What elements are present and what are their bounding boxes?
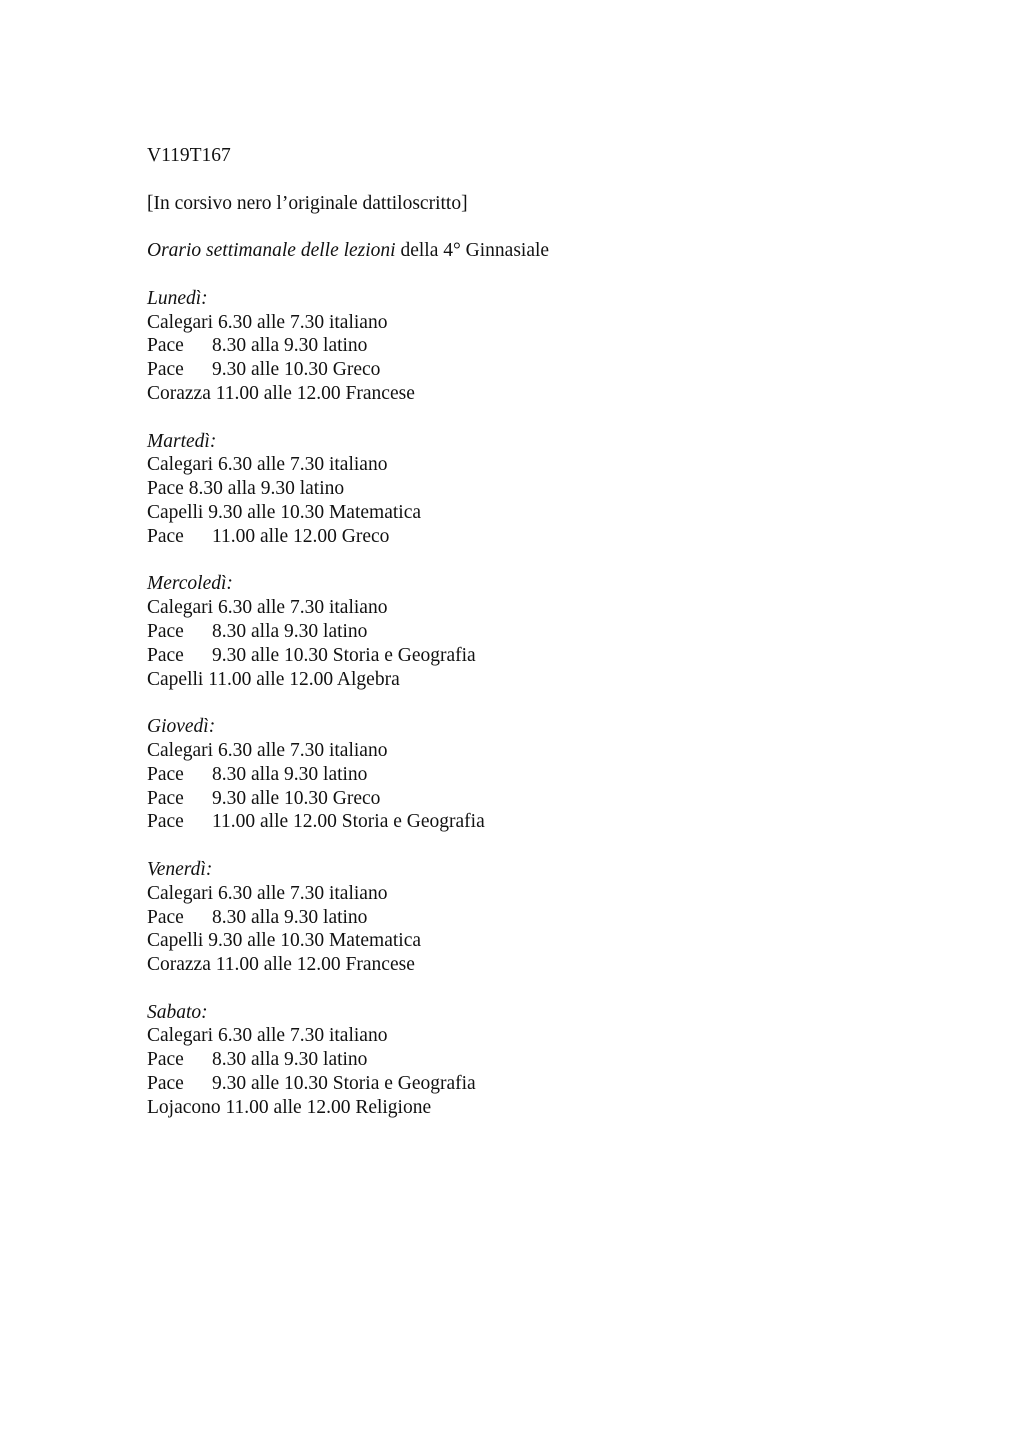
lesson-teacher: Pace: [147, 787, 184, 809]
lesson-row: [147, 525, 947, 549]
lesson-teacher: Calegari: [147, 739, 214, 761]
weekly-schedule: [147, 263, 947, 1120]
document-heading: [147, 239, 947, 263]
lesson-details: 9.30 alle 10.30 Greco: [212, 787, 381, 809]
lesson-row: [147, 1048, 947, 1072]
lesson-details: 8.30 alla 9.30 latino: [212, 906, 368, 928]
lesson-teacher: Pace: [147, 478, 184, 500]
lesson-details: 11.00 alle 12.00 Religione: [225, 1096, 432, 1118]
lesson-teacher: Pace: [147, 1073, 184, 1095]
lesson-details: 11.00 alle 12.00 Algebra: [208, 668, 400, 690]
lesson-details: 11.00 alle 12.00 Francese: [215, 382, 415, 404]
day-title: Martedì:: [147, 430, 217, 452]
lesson-row: [147, 763, 947, 787]
lesson-details: 6.30 alle 7.30 italiano: [217, 739, 388, 761]
lesson-details: 9.30 alle 10.30 Matematica: [208, 501, 422, 523]
lesson-teacher: Calegari: [147, 597, 214, 619]
heading-rest: della 4° Ginnasiale: [395, 240, 550, 262]
lesson-details: 6.30 alle 7.30 italiano: [217, 882, 388, 904]
lesson-row: [147, 501, 947, 525]
lesson-row: [147, 882, 947, 906]
day-block: [147, 287, 947, 406]
lesson-details: 11.00 alle 12.00 Greco: [212, 525, 390, 547]
lesson-row: [147, 906, 947, 930]
lesson-row: [147, 1072, 947, 1096]
document-code: V119T167: [147, 145, 231, 166]
lesson-teacher: Capelli: [147, 668, 204, 690]
lesson-teacher: Pace: [147, 335, 184, 357]
lesson-teacher: Calegari: [147, 311, 214, 333]
day-block: [147, 572, 947, 691]
spacer: [147, 834, 947, 858]
lesson-teacher: Pace: [147, 359, 184, 381]
lesson-teacher: Capelli: [147, 501, 204, 523]
lesson-details: 6.30 alle 7.30 italiano: [217, 311, 388, 333]
lesson-details: 8.30 alla 9.30 latino: [188, 478, 345, 500]
lesson-teacher: Calegari: [147, 1025, 214, 1047]
document-page: [147, 144, 947, 1120]
lesson-row: [147, 382, 947, 406]
lesson-row: [147, 953, 947, 977]
spacer: [147, 168, 947, 192]
lesson-teacher: Corazza: [147, 382, 211, 404]
lesson-teacher: Calegari: [147, 882, 214, 904]
lesson-teacher: Capelli: [147, 930, 204, 952]
lesson-details: 6.30 alle 7.30 italiano: [217, 597, 388, 619]
day-title: Venerdì:: [147, 858, 213, 880]
lesson-row: [147, 620, 947, 644]
lesson-row: [147, 477, 947, 501]
lesson-row: [147, 453, 947, 477]
lesson-teacher: Pace: [147, 620, 184, 642]
lesson-row: [147, 1096, 947, 1120]
lesson-row: [147, 739, 947, 763]
day-block: [147, 715, 947, 834]
transcription-note: [In corsivo nero l’originale dattiloscritto]: [147, 192, 468, 214]
lesson-teacher: Pace: [147, 525, 184, 547]
spacer: [147, 691, 947, 715]
day-title: Lunedì:: [147, 287, 208, 309]
lesson-details: 8.30 alla 9.30 latino: [212, 1049, 368, 1071]
lesson-details: 9.30 alle 10.30 Storia e Geografia: [212, 1073, 476, 1095]
lesson-details: 9.30 alle 10.30 Storia e Geografia: [212, 644, 476, 666]
lesson-teacher: Calegari: [147, 454, 214, 476]
lesson-details: 9.30 alle 10.30 Matematica: [208, 930, 422, 952]
day-block: [147, 1001, 947, 1120]
lesson-row: [147, 1024, 947, 1048]
lesson-row: [147, 929, 947, 953]
lesson-details: 11.00 alle 12.00 Francese: [215, 954, 415, 976]
spacer: [147, 263, 947, 287]
spacer: [147, 215, 947, 239]
day-title: Giovedì:: [147, 716, 216, 738]
lesson-teacher: Corazza: [147, 954, 211, 976]
lesson-teacher: Pace: [147, 644, 184, 666]
lesson-teacher: Pace: [147, 811, 184, 833]
lesson-teacher: Pace: [147, 1049, 184, 1071]
lesson-teacher: Pace: [147, 763, 184, 785]
lesson-teacher: Pace: [147, 906, 184, 928]
lesson-details: 8.30 alla 9.30 latino: [212, 335, 368, 357]
lesson-row: [147, 596, 947, 620]
lesson-details: 6.30 alle 7.30 italiano: [217, 454, 388, 476]
lesson-details: 6.30 alle 7.30 italiano: [217, 1025, 388, 1047]
lesson-details: 8.30 alla 9.30 latino: [212, 620, 368, 642]
spacer: [147, 406, 947, 430]
lesson-teacher: Lojacono: [147, 1096, 221, 1118]
spacer: [147, 549, 947, 573]
spacer: [147, 977, 947, 1001]
lesson-row: [147, 644, 947, 668]
lesson-row: [147, 810, 947, 834]
lesson-details: 11.00 alle 12.00 Storia e Geografia: [212, 811, 485, 833]
lesson-row: [147, 358, 947, 382]
lesson-row: [147, 668, 947, 692]
lesson-details: 8.30 alla 9.30 latino: [212, 763, 368, 785]
lesson-row: [147, 787, 947, 811]
lesson-details: 9.30 alle 10.30 Greco: [212, 359, 381, 381]
day-block: [147, 858, 947, 977]
lesson-row: [147, 311, 947, 335]
heading-italic: Orario settimanale delle lezioni: [147, 240, 396, 262]
day-block: [147, 430, 947, 549]
day-title: Mercoledì:: [147, 573, 233, 595]
day-title: Sabato:: [147, 1001, 208, 1023]
lesson-row: [147, 334, 947, 358]
